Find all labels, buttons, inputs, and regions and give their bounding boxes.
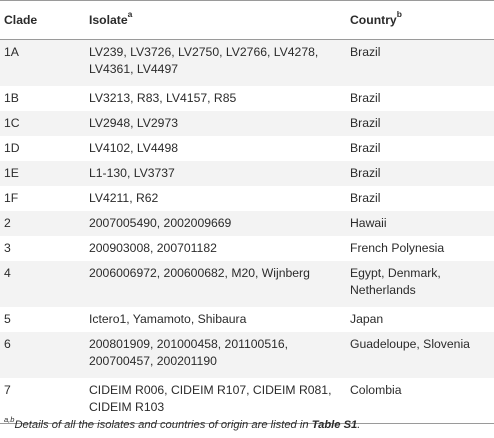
cell-isolate: CIDEIM R006, CIDEIM R107, CIDEIM R081, CIDEIM R103: [89, 382, 332, 414]
cell-country: Colombia: [350, 382, 402, 397]
footnote-end: .: [357, 419, 361, 431]
table-row: [0, 161, 494, 186]
cell-isolate: Ictero1, Yamamoto, Shibaura: [89, 311, 247, 326]
cell-country: Hawaii: [350, 215, 387, 230]
cell-clade: 5: [4, 311, 11, 326]
cell-isolate: LV239, LV3726, LV2750, LV2766, LV4278, LV4361, LV4497: [89, 45, 319, 76]
table-row: [0, 378, 494, 424]
cell-country: Brazil: [350, 140, 381, 155]
cell-country: Egypt, Denmark, Netherlands: [350, 265, 441, 297]
table-row: [0, 307, 494, 332]
cell-clade: 1D: [4, 140, 20, 155]
table-header: [0, 1, 494, 40]
cell-country: French Polynesia: [350, 240, 445, 255]
footnote-text: Details of all the isolates and countries of origin are listed in: [14, 419, 312, 431]
cell-clade: 4: [4, 265, 11, 280]
cell-isolate: L1-130, LV3737: [89, 165, 175, 180]
cell-isolate: 200801909, 201000458, 201100516, 200700457, 200201190: [89, 336, 289, 368]
cell-country: Brazil: [350, 190, 381, 205]
cell-country: Japan: [350, 311, 384, 326]
table-footnote: [4, 415, 361, 432]
header-clade: Clade: [4, 12, 38, 27]
cell-country: Brazil: [350, 45, 381, 59]
country-footnote-mark: b: [396, 9, 402, 20]
cell-country: Brazil: [350, 165, 381, 180]
cell-isolate: 200903008, 200701182: [89, 240, 217, 255]
cell-isolate: LV2948, LV2973: [89, 115, 179, 130]
table-row: [0, 261, 494, 307]
footnote-marks: a,b: [4, 415, 15, 425]
cell-country: Guadeloupe, Slovenia: [350, 336, 470, 351]
cell-clade: 3: [4, 240, 11, 255]
cell-isolate: LV4102, LV4498: [89, 140, 179, 155]
footnote-table-reference: Table S1: [311, 419, 358, 431]
cell-country: Brazil: [350, 90, 381, 105]
cell-clade: 1C: [4, 115, 20, 130]
cell-isolate: 2006006972, 200600682, M20, Wijnberg: [89, 265, 310, 280]
table-row: [0, 211, 494, 236]
cell-clade: 1A: [4, 45, 19, 59]
table-row: [0, 40, 494, 86]
table-row: [0, 186, 494, 211]
table-row: [0, 236, 494, 261]
cell-isolate: 2007005490, 2002009669: [89, 215, 232, 230]
cell-clade: 2: [4, 215, 11, 230]
cell-isolate: LV4211, R62: [89, 190, 159, 205]
cell-isolate: LV3213, R83, LV4157, R85: [89, 90, 237, 105]
cell-country: Brazil: [350, 115, 381, 130]
cell-clade: 1E: [4, 165, 19, 180]
header-country: Country$^b$: [350, 9, 402, 27]
header-row: [0, 1, 494, 40]
cell-clade: 1B: [4, 90, 19, 105]
cell-clade: 6: [4, 336, 11, 351]
table-row: [0, 111, 494, 136]
table-row: [0, 136, 494, 161]
cell-clade: 7: [4, 382, 11, 397]
isolate-footnote-mark: a: [127, 9, 133, 20]
header-isolate: Isolate$^a$: [89, 9, 133, 27]
cell-clade: 1F: [4, 190, 19, 205]
table-body: [0, 40, 494, 424]
table-row: [0, 332, 494, 378]
table-row: [0, 86, 494, 111]
